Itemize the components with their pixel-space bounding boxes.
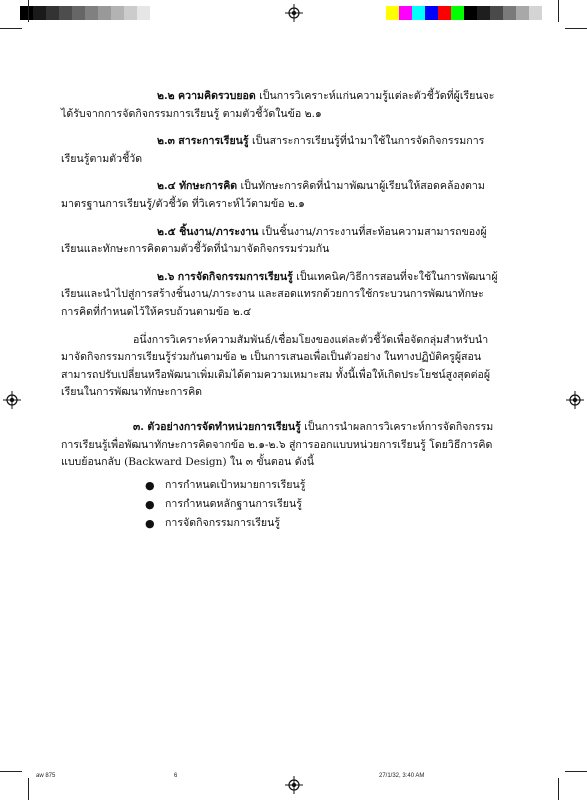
section-heading: การจัดกิจกรรมการเรียนรู้ <box>177 270 293 283</box>
gray-swatch <box>46 6 59 20</box>
paragraph-2-6 <box>61 269 501 322</box>
section-number: ๒.๕ <box>157 225 176 238</box>
color-swatch <box>516 6 529 20</box>
paragraph-2-3 <box>61 133 501 168</box>
list-item: ● การกำหนดเป้าหมายการเรียนรู้ <box>145 476 501 495</box>
crop-mark-top-left-h <box>0 28 22 29</box>
gray-swatch <box>124 6 137 20</box>
section-heading: ความคิดรวบยอด <box>178 90 256 102</box>
color-swatch <box>529 6 542 20</box>
gray-swatch <box>111 6 124 20</box>
color-swatch <box>451 6 464 20</box>
section-heading: สาระการเรียนรู้ <box>178 135 249 148</box>
bullet-icon: ● <box>145 497 155 511</box>
crop-mark-bottom-left-v <box>28 778 29 800</box>
crop-mark-top-right-h <box>565 28 587 29</box>
registration-mark-top-icon <box>285 4 303 22</box>
section-text: เป็นการวิเคราะห์แก่นความรู้แต่ละตัวชี้วัดที่ผู้เรียนจะได้รับจากการจัดกิจกรรมการเรียนรู้ ตามตัวชี้วัดในข้อ ๒.๑ <box>61 90 495 120</box>
color-swatch <box>399 6 412 20</box>
gray-swatch <box>33 6 46 20</box>
section-heading: ชิ้นงาน/ภาระงาน <box>179 225 259 238</box>
gray-calibration-bar <box>20 6 163 20</box>
gray-swatch <box>85 6 98 20</box>
paragraph-2-5 <box>61 224 501 259</box>
paragraph-2-4 <box>61 178 501 213</box>
color-swatch <box>464 6 477 20</box>
section-number: ๒.๒ <box>157 90 175 102</box>
section-text: เป็นเทคนิค/วิธีการสอนที่จะใช้ในการพัฒนาผู้เรียนและนำไปสู่การสร้างชิ้นงาน/ภาระงาน และสอดแทรกด้วยการใช้กระบวนการพัฒนาทักษะการคิดที่กำหนดไว้ให้ครบถ้วนตามข้อ ๒.๔ <box>61 270 498 318</box>
bullet-icon: ● <box>145 478 155 492</box>
footer-file-label: aw 875 <box>36 773 56 779</box>
color-swatch <box>386 6 399 20</box>
gray-swatch <box>72 6 85 20</box>
crop-mark-top-left-v <box>28 0 29 22</box>
crop-mark-bottom-right-v <box>558 778 559 800</box>
section-text: เป็นชิ้นงาน/ภาระงานที่สะท้อนความสามารถของผู้เรียนและทักษะการคิดตามตัวชี้วัดที่นำมาจัดกิจกรรมร่วมกัน <box>61 225 487 256</box>
section-number: ๒.๔ <box>157 180 176 193</box>
color-calibration-bar <box>386 6 542 20</box>
gray-swatch <box>150 6 163 20</box>
list-item: ● การกำหนดหลักฐานการเรียนรู้ <box>145 495 501 514</box>
section-heading: ทักษะการคิด <box>179 180 238 193</box>
bullet-icon: ● <box>145 516 155 530</box>
color-swatch <box>477 6 490 20</box>
list-item: ● การจัดกิจกรรมการเรียนรู้ <box>145 514 501 533</box>
section-text: เป็นการนำผลการวิเคราะห์การจัดกิจกรรมการเรียนรู้เพื่อพัฒนาทักษะการคิดจากข้อ ๒.๑-๒.๖ สู่การออกแบบหน่วยการเรียนรู้ โดยวิธีการคิดแบบย้อนกลับ (Backward Design) ใน ๓ ขั้นตอน ดังนี้ <box>61 420 494 469</box>
section-text: เป็นสาระการเรียนรู้ที่นำมาใช้ในการจัดกิจกรรมการเรียนรู้ตามตัวชี้วัด <box>61 135 485 165</box>
gray-swatch <box>59 6 72 20</box>
color-swatch <box>412 6 425 20</box>
crop-mark-bottom-left-h <box>0 771 22 772</box>
footer-page-number: 6 <box>174 773 178 779</box>
color-swatch <box>503 6 516 20</box>
registration-mark-left-icon <box>3 391 21 409</box>
crop-mark-bottom-right-h <box>565 771 587 772</box>
color-swatch <box>438 6 451 20</box>
note-text: อนึ่งการวิเคราะห์ความสัมพันธ์/เชื่อมโยงของแต่ละตัวชี้วัดเพื่อจัดกลุ่มสำหรับนำมาจัดกิจกรรมการเรียนรู้ร่วมกันตามข้อ ๒ เป็นการเสนอเพื่อเป็นตัวอย่าง ในทางปฏิบัติครูผู้สอนสามารถปรับเปลี่ยนหรือพัฒนาเพิ่มเติมได้ตามความเหมาะสม ทั้งนี้เพื่อให้เกิดประโยชน์สูงสุดต่อผู้เรียนในการพัฒนาทักษะการคิด <box>61 333 491 399</box>
color-swatch <box>490 6 503 20</box>
gray-swatch <box>98 6 111 20</box>
section-number: ๒.๓ <box>157 135 175 148</box>
section-number: ๓. <box>133 420 144 433</box>
note-paragraph <box>61 332 501 402</box>
footer-date: 27/1/32, 3:40 AM <box>379 773 425 779</box>
steps-list <box>61 476 501 533</box>
paragraph-3 <box>61 419 501 472</box>
gray-swatch <box>20 6 33 20</box>
section-heading: ตัวอย่างการจัดทำหน่วยการเรียนรู้ <box>147 420 301 433</box>
color-swatch <box>425 6 438 20</box>
gray-swatch <box>137 6 150 20</box>
section-text: เป็นทักษะการคิดที่นำมาพัฒนาผู้เรียนให้สอดคล้องตามมาตรฐานการเรียนรู้/ตัวชี้วัด ที่วิเคราะห์ไว้ตามข้อ ๒.๑ <box>61 180 485 210</box>
registration-mark-bottom-icon <box>285 776 303 794</box>
crop-mark-top-right-v <box>558 0 559 22</box>
document-body <box>61 88 501 533</box>
section-number: ๒.๖ <box>157 270 175 283</box>
paragraph-2-2 <box>61 88 501 123</box>
registration-mark-right-icon <box>566 391 584 409</box>
